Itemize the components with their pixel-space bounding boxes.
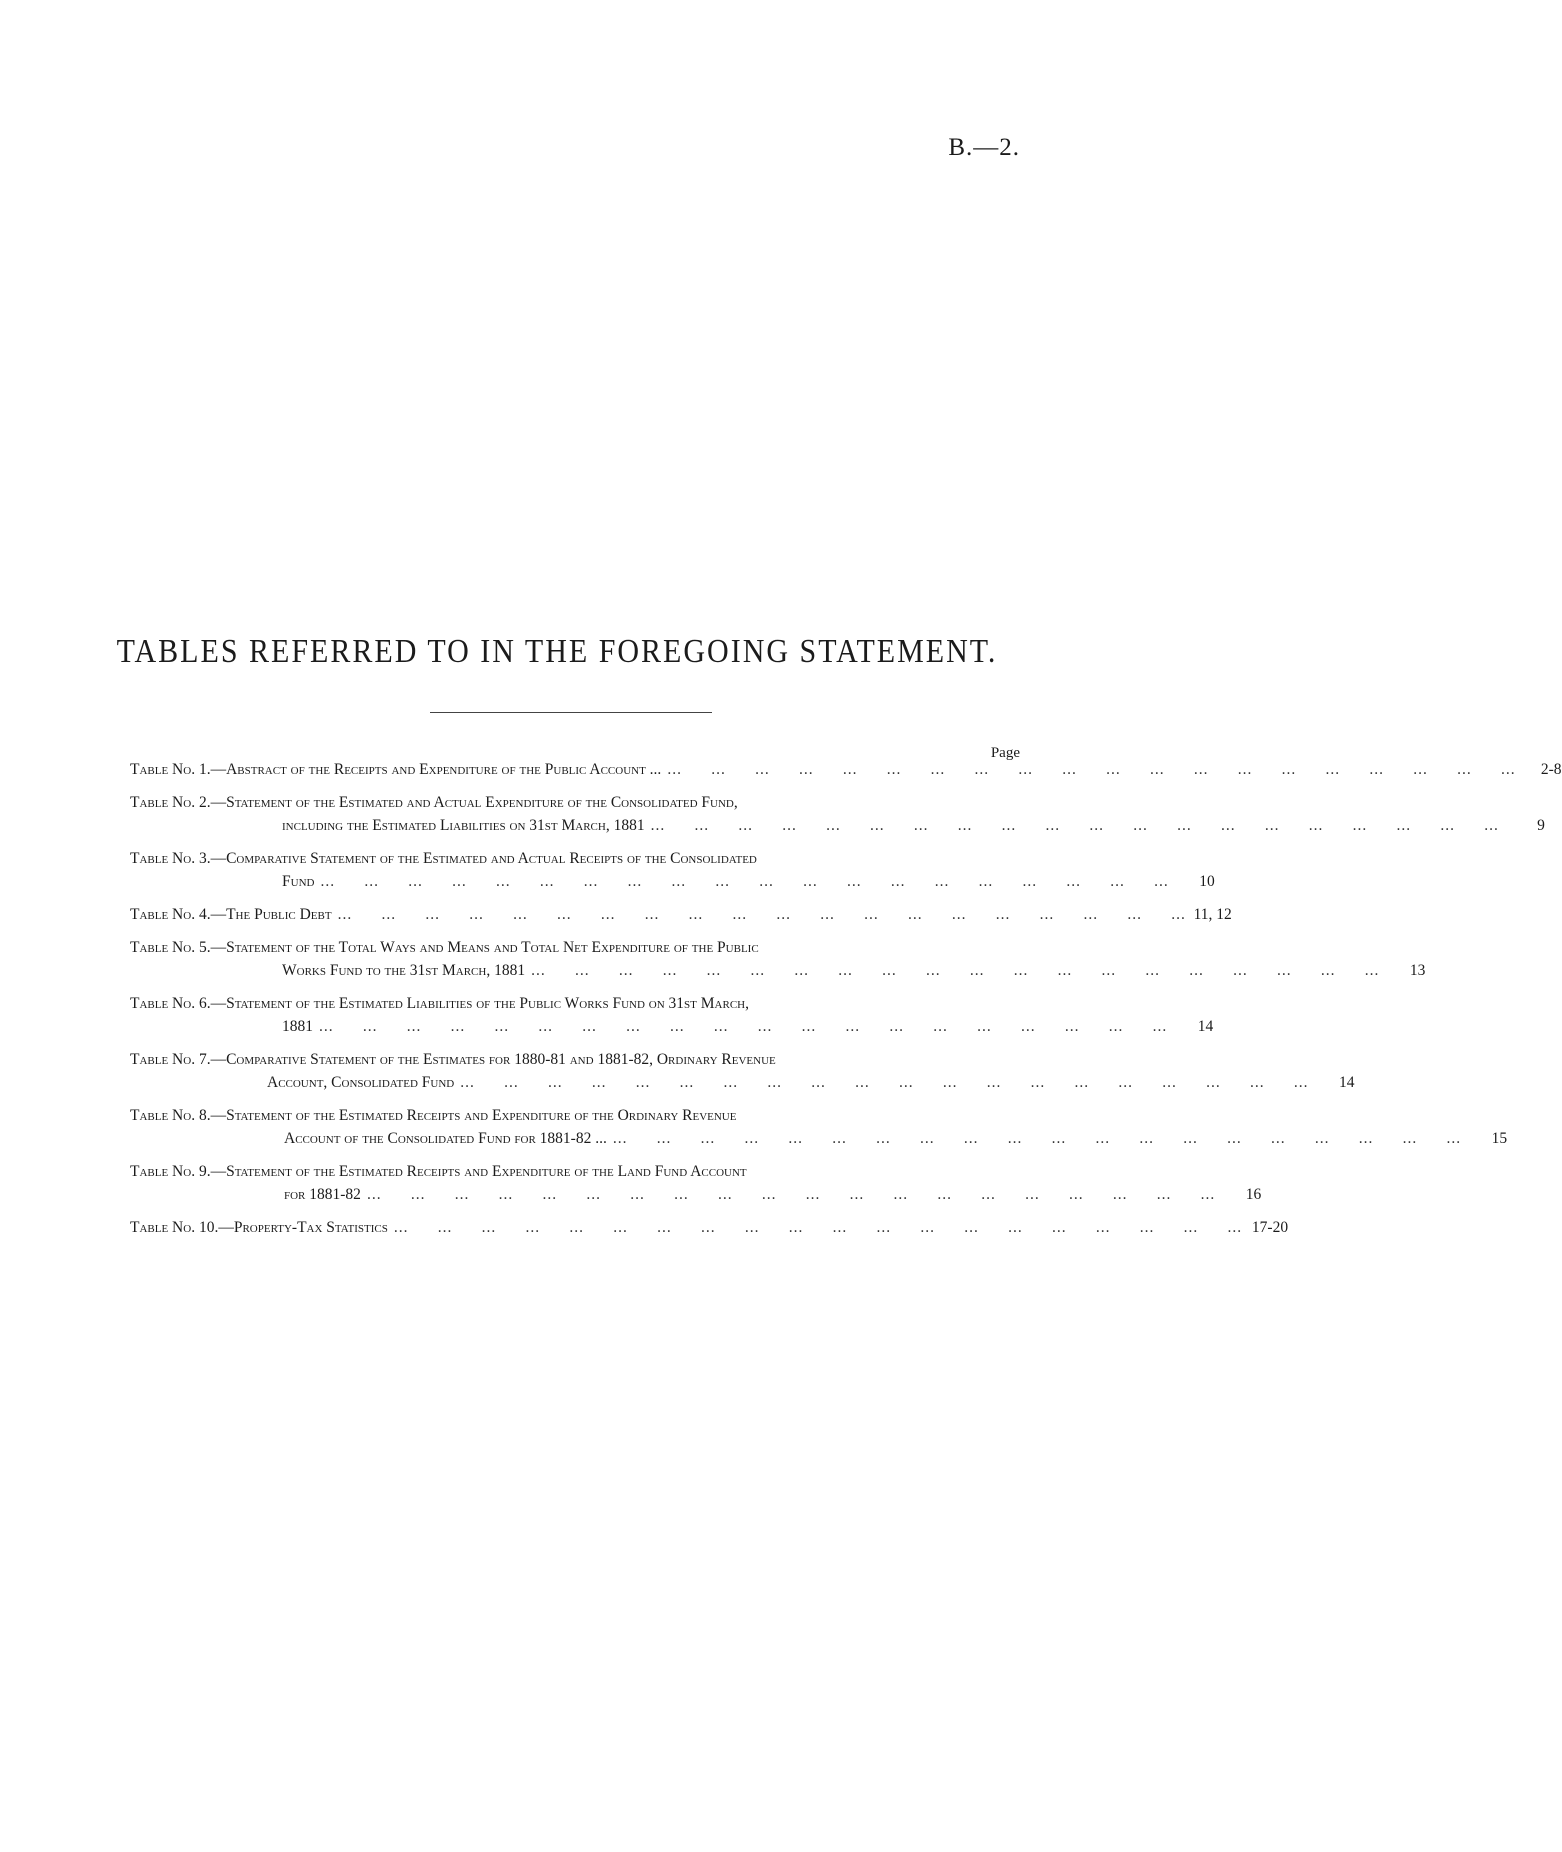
toc-entry-number: Table No. 1.— — [130, 761, 227, 778]
toc-entry-title-continued: including the Estimated Liabilities on 31st March, 1881 — [282, 817, 645, 834]
table-of-contents — [130, 758, 1562, 1249]
toc-entry-number: Table No. 6.— — [130, 995, 227, 1012]
toc-entry-title: Comparative Statement of the Estimated and Actual Receipts of the Consolidated — [226, 850, 757, 867]
toc-entry-5[interactable] — [130, 936, 1426, 982]
toc-entry-title: Abstract of the Receipts and Expenditure of the Public Account ... — [226, 761, 662, 778]
toc-entry-page: 16 — [1245, 1186, 1262, 1203]
toc-entry-page: 10 — [1199, 873, 1215, 890]
toc-entry-page: 2-8 — [1540, 761, 1562, 778]
leader-dots — [607, 1127, 1467, 1150]
toc-entry-title-continued: Fund — [282, 873, 315, 890]
toc-entry-9[interactable] — [130, 1160, 1262, 1206]
toc-entry-number: Table No. 7.— — [130, 1051, 227, 1068]
leader-dots — [332, 903, 1192, 926]
toc-entry-1[interactable] — [130, 758, 1562, 781]
toc-entry-title: Statement of the Estimated Receipts and Expenditure of the Land Fund Account — [226, 1163, 747, 1180]
toc-entry-title-continued: Account, Consolidated Fund — [267, 1074, 455, 1091]
toc-entry-7[interactable] — [130, 1048, 1355, 1094]
toc-entry-title-continued: Account of the Consolidated Fund for 1881-82 ... — [284, 1130, 607, 1147]
toc-entry-title: Property-Tax Statistics — [233, 1219, 388, 1236]
toc-entry-10[interactable] — [130, 1216, 1289, 1239]
toc-entry-page: 14 — [1197, 1018, 1214, 1035]
toc-entry-title: Statement of the Estimated Liabilities of the Public Works Fund on 31st March, — [226, 995, 749, 1012]
page-title: TABLES REFERRED TO IN THE FOREGOING STATEMENT. — [116, 632, 998, 670]
leader-dots — [454, 1071, 1314, 1094]
leader-dots — [525, 959, 1385, 982]
toc-entry-title-continued: 1881 — [282, 1018, 313, 1035]
toc-entry-number: Table No. 10.— — [130, 1219, 234, 1236]
toc-entry-title: Statement of the Total Ways and Means and Total Net Expenditure of the Public — [226, 939, 759, 956]
leader-dots — [313, 1015, 1173, 1038]
toc-entry-number: Table No. 4.— — [130, 906, 227, 923]
toc-entry-title: Comparative Statement of the Estimates for 1880-81 and 1881-82, Ordinary Revenue — [226, 1051, 776, 1068]
title-divider — [430, 712, 712, 713]
toc-entry-number: Table No. 3.— — [130, 850, 227, 867]
toc-entry-number: Table No. 5.— — [130, 939, 227, 956]
toc-entry-4[interactable] — [130, 903, 1232, 926]
leader-dots — [661, 758, 1521, 781]
toc-entry-number: Table No. 8.— — [130, 1107, 227, 1124]
toc-entry-page: 17-20 — [1251, 1219, 1289, 1236]
toc-entry-number: Table No. 2.— — [130, 794, 227, 811]
toc-entry-title-continued: for 1881-82 — [284, 1186, 361, 1203]
toc-entry-title: Statement of the Estimated and Actual Expenditure of the Consolidated Fund, — [226, 794, 738, 811]
leader-dots — [361, 1183, 1221, 1206]
toc-entry-2[interactable] — [130, 791, 1545, 837]
toc-entry-title: The Public Debt — [226, 906, 332, 923]
leader-dots — [645, 814, 1505, 837]
toc-entry-title: Statement of the Estimated Receipts and Expenditure of the Ordinary Revenue — [226, 1107, 737, 1124]
toc-entry-3[interactable] — [130, 847, 1215, 893]
toc-entry-page: 15 — [1491, 1130, 1508, 1147]
leader-dots — [388, 1216, 1248, 1239]
toc-entry-title-continued: Works Fund to the 31st March, 1881 — [282, 962, 526, 979]
toc-entry-page: 13 — [1409, 962, 1426, 979]
toc-entry-page: 11, 12 — [1193, 906, 1232, 923]
toc-entry-page: 14 — [1338, 1074, 1355, 1091]
leader-dots — [314, 870, 1174, 893]
page-identifier: B.—2. — [948, 134, 1020, 161]
toc-entry-number: Table No. 9.— — [130, 1163, 227, 1180]
toc-entry-6[interactable] — [130, 992, 1214, 1038]
toc-entry-8[interactable] — [130, 1104, 1508, 1150]
page-column-label: Page — [990, 745, 1020, 761]
toc-entry-page: 9 — [1537, 817, 1545, 834]
